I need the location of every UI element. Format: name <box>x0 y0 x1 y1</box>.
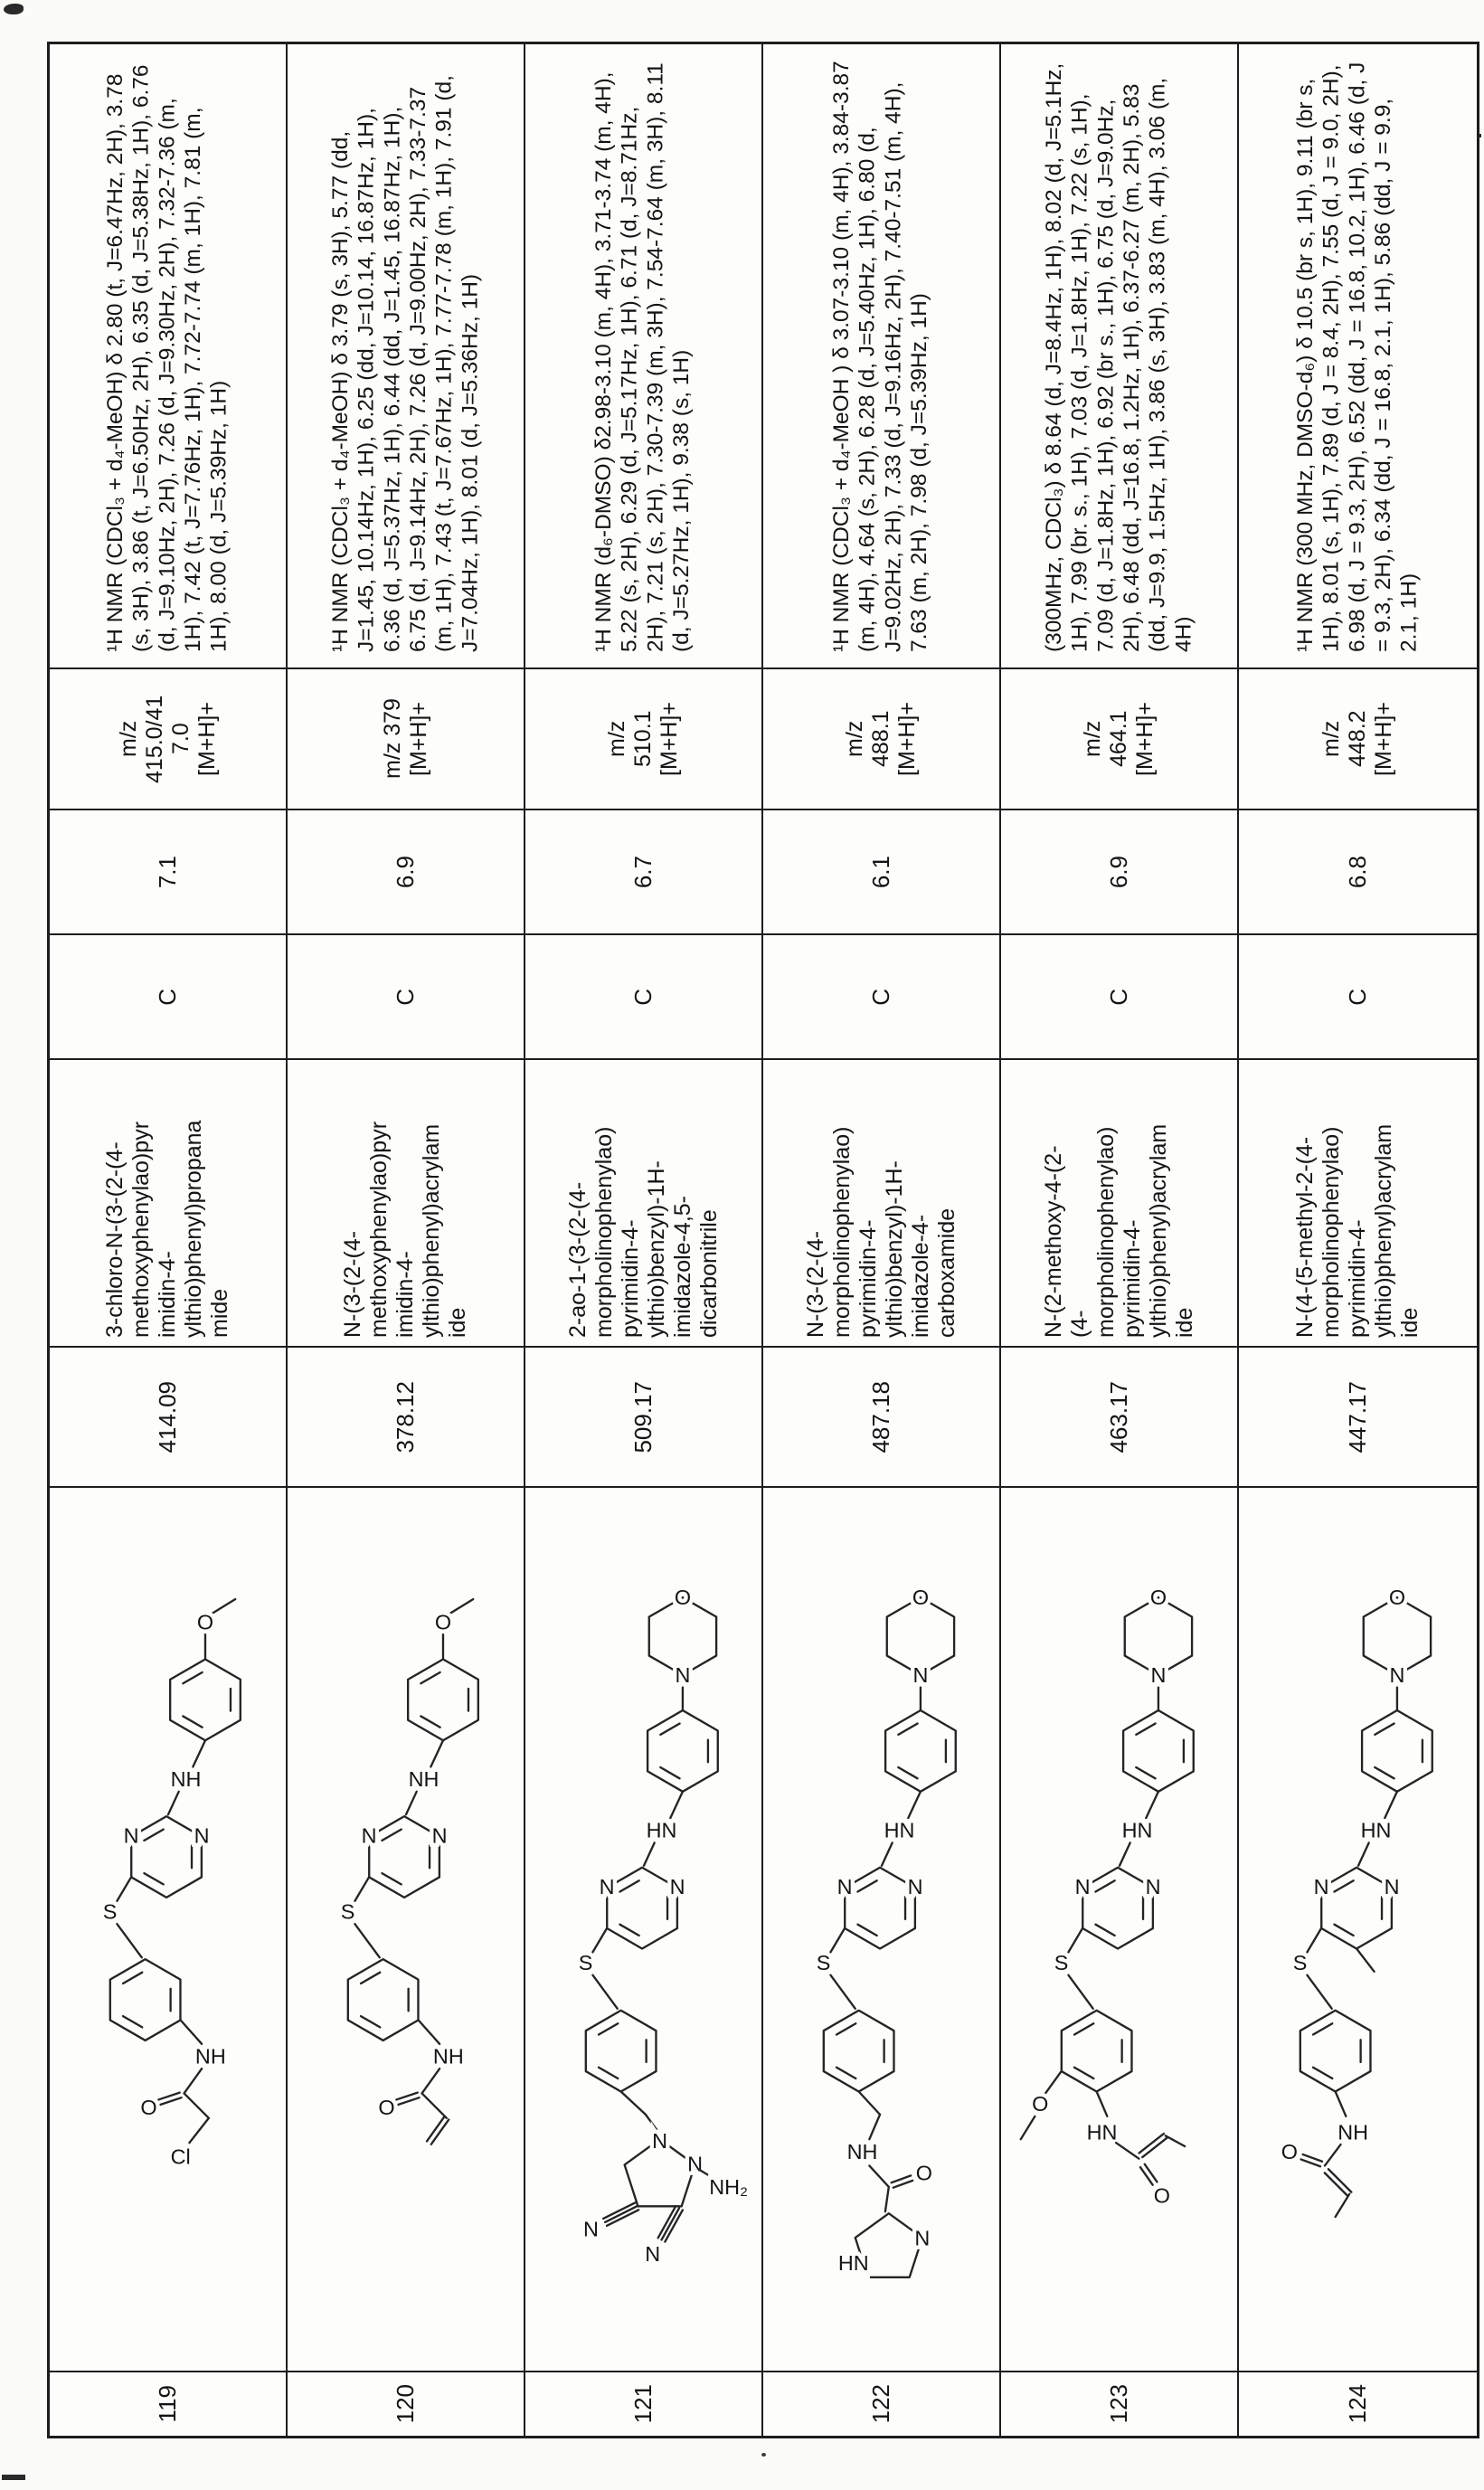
atom-label: O <box>1388 1586 1405 1610</box>
compound-name-cell-text: N-(4-(5-methyl-2-(4- morpholinophenylao) pyrimidin-4- ylthio)phenyl)acrylam ide <box>1292 1123 1423 1338</box>
atom-label: N <box>599 1875 614 1899</box>
molecular-weight-cell-text: 463.17 <box>1105 1380 1133 1453</box>
molecular-weight-cell <box>1001 1348 1237 1488</box>
method-cell <box>288 935 524 1060</box>
atom-label: HN <box>884 1818 914 1842</box>
nmr-cell-text: ¹H NMR (CDCl₃ + d₄-MeOH ) δ 3.07-3.10 (m, 4H), 3.84-3.87 (m, 4H), 4.64 (s, 2H), 6.28 (d, J=5.40Hz, 1H), 6.80 (d, J=9.02Hz, 2H), 7.33 (d, J=9.16Hz, 2H), 7.40-7.51 (m, 4H), 7.63 (m, 2H), 7.98 (d, J=5.39Hz, 1H) <box>829 61 932 652</box>
method-cell-text: C <box>392 988 420 1006</box>
atom-label: N <box>907 1875 923 1899</box>
retention-time-cell <box>525 810 761 935</box>
method-cell-text: C <box>867 988 895 1006</box>
atom-label: N <box>644 2242 660 2267</box>
atom-label: O <box>434 1610 451 1634</box>
scan-corner-mark <box>4 4 24 14</box>
method-cell-text: C <box>1105 988 1133 1006</box>
method-cell <box>1001 935 1237 1060</box>
method-cell <box>1239 935 1477 1060</box>
molecular-weight-cell-text: 414.09 <box>154 1380 182 1453</box>
compound-number-cell-text: 119 <box>154 2385 182 2423</box>
atom-label: NH <box>194 2044 226 2069</box>
compound-number-cell-text: 120 <box>392 2384 420 2424</box>
atom-label: O <box>1153 2183 1170 2208</box>
atom-label: O <box>915 2161 932 2185</box>
compound-number-cell-text: 122 <box>867 2384 895 2424</box>
atom-label: NH <box>432 2044 464 2069</box>
method-cell-text: C <box>154 988 182 1006</box>
structure-cell <box>1239 1488 1477 2372</box>
compound-number-cell <box>763 2372 999 2436</box>
atom-label: N <box>431 1823 448 1848</box>
atom-label: HN <box>837 2250 869 2275</box>
retention-time-cell-text: 6.8 <box>1344 855 1372 889</box>
nmr-cell <box>525 44 761 669</box>
chemical-structure-drawing <box>52 1567 285 2291</box>
atom-label: O <box>1281 2139 1298 2163</box>
atom-label: N <box>674 1663 690 1688</box>
compound-number-cell <box>288 2372 524 2436</box>
compound-name-cell-text: 3-chloro-N-(3-(2-(4- methoxyphenylao)pyr imidin-4- ylthio)phenyl)propana mide <box>102 1120 232 1338</box>
nmr-cell <box>1001 44 1237 669</box>
retention-time-cell <box>1001 810 1237 935</box>
method-cell <box>763 935 999 1060</box>
mass-spec-cell <box>525 669 761 810</box>
nmr-cell-text: ¹H NMR (300 MHz, DMSO-d₆) δ 10.5 (br s, 1H), 9.11 (br s, 1H), 8.01 (s, 1H), 7.89 (d, J = 8.4, 2H), 7.55 (d, J = 9.0, 2H), 6.98 (d, J = 9.3, 2H), 6.52 (dd, J = 16.8, 10.2, 1H), 6.46 (d, J = 9.3, 2H), 6.34 (dd, J = 16.8, 2.1, 1H), 5.86 (dd, J = 9.9, 2.1, 1H) <box>1292 62 1422 652</box>
scan-speck <box>761 2453 766 2457</box>
scan-corner-mark-bottom <box>2 2475 25 2480</box>
compound-number-cell <box>50 2372 286 2436</box>
retention-time-cell-text: 7.1 <box>154 855 182 889</box>
molecular-weight-cell-text: 509.17 <box>629 1380 657 1453</box>
nmr-cell <box>50 44 286 669</box>
atom-label: O <box>139 2096 157 2120</box>
structure-cell <box>50 1488 286 2372</box>
mass-spec-cell-text: m/z 488.1 [M+H]+ <box>842 702 920 776</box>
chemical-structure-drawing <box>765 1567 998 2291</box>
atom-label: Cl <box>170 2144 191 2169</box>
molecular-weight-cell <box>763 1348 999 1488</box>
compound-strip <box>525 44 763 2436</box>
mass-spec-cell <box>1001 669 1237 810</box>
atom-label: O <box>196 1610 213 1634</box>
atom-label: N <box>651 2129 667 2154</box>
mass-spec-cell <box>50 669 286 810</box>
atom-label: O <box>377 2096 395 2120</box>
mass-spec-cell-text: m/z 379 [M+H]+ <box>379 698 431 780</box>
compound-name-cell <box>288 1060 524 1348</box>
atom-label: S <box>1054 1951 1068 1975</box>
nmr-cell-text: ¹H NMR (CDCl₃ + d₄-MeOH) δ 3.79 (s, 3H), 5.77 (dd, J=1.45, 10.14Hz, 1H), 6.25 (dd, J=10.14, 16.87Hz, 1H), 6.36 (d, J=5.37Hz, 1H), 6.44 (dd, J=1.45, 16.87Hz, 1H), 6.75 (d, J=9.14Hz, 2H), 7.26 (d, J=9.00Hz, 2H), 7.33-7.37 (m, 1H), 7.43 (t, J=7.67Hz, 1H), 7.77-7.78 (m, 1H), 7.91 (d, J=7.04Hz, 1H), 8.01 (d, J=5.36Hz, 1H) <box>327 75 482 652</box>
atom-label: HN <box>1360 1818 1391 1842</box>
compound-name-cell <box>1001 1060 1237 1348</box>
compound-strip <box>763 44 1001 2436</box>
nmr-cell <box>763 44 999 669</box>
atom-label: N <box>1149 1663 1166 1688</box>
molecular-weight-cell <box>1239 1348 1477 1488</box>
mass-spec-cell-text: m/z 448.2 [M+H]+ <box>1319 702 1396 776</box>
atom-label: NH <box>846 2139 877 2163</box>
mass-spec-cell <box>288 669 524 810</box>
retention-time-cell <box>288 810 524 935</box>
compound-strip <box>50 44 288 2436</box>
atom-label: NH <box>170 1767 201 1792</box>
atom-label: N <box>1145 1875 1161 1899</box>
method-cell-text: C <box>1344 988 1372 1006</box>
structure-cell <box>1001 1488 1237 2372</box>
mass-spec-cell-text: m/z 510.1 [M+H]+ <box>604 702 682 776</box>
atom-label: N <box>1384 1875 1400 1899</box>
retention-time-cell <box>763 810 999 935</box>
compound-name-cell <box>763 1060 999 1348</box>
molecular-weight-cell-text: 447.17 <box>1344 1380 1372 1453</box>
mass-spec-cell-text: m/z 464.1 [M+H]+ <box>1080 702 1158 776</box>
compound-name-cell-text: N-(2-methoxy-4-(2- (4- morpholinophenylao) pyrimidin-4- ylthio)phenyl)acrylam ide <box>1040 1123 1197 1338</box>
molecular-weight-cell-text: 378.12 <box>392 1380 420 1453</box>
nmr-cell-text: ¹H NMR (d₆-DMSO) δ2.98-3.10 (m, 4H), 3.71-3.74 (m, 4H), 5.22 (s, 2H), 6.29 (d, J=5.17Hz, 1H), 6.71 (d, J=8.71Hz, 2H), 7.21 (s, 2H), 7.30-7.39 (m, 3H), 7.54-7.64 (m, 3H), 8.11 (d, J=5.27Hz, 1H), 9.38 (s, 1H) <box>591 62 695 652</box>
atom-label: N <box>582 2217 599 2241</box>
nmr-cell <box>288 44 524 669</box>
mass-spec-cell-text: m/z 415.0/41 7.0 [M+H]+ <box>115 695 220 783</box>
nmr-cell-text: ¹H NMR (CDCl₃ + d₄-MeOH) δ 2.80 (t, J=6.47Hz, 2H), 3.78 (s, 3H), 3.86 (t, J=6.50Hz, 2H), 6.35 (d, J=5.38Hz, 1H), 6.76 (d, J=9.10Hz, 2H), 7.26 (d, J=9.30Hz, 2H), 7.32-7.36 (m, 1H), 7.42 (t, J=7.76Hz, 1H), 7.72-7.74 (m, 1H), 7.81 (m, 1H), 8.00 (d, J=5.39Hz, 1H) <box>102 64 232 652</box>
method-cell <box>50 935 286 1060</box>
atom-label: N <box>837 1875 852 1899</box>
atom-label: HN <box>1086 2120 1117 2144</box>
compound-number-cell <box>1001 2372 1237 2436</box>
atom-label: N <box>913 2226 930 2250</box>
molecular-weight-cell-text: 487.18 <box>867 1380 895 1453</box>
chemical-structure-drawing <box>1003 1567 1236 2291</box>
compound-table <box>47 42 1479 2438</box>
atom-label: N <box>194 1823 210 1848</box>
retention-time-cell-text: 6.7 <box>629 855 657 889</box>
method-cell-text: C <box>629 988 657 1006</box>
compound-strip <box>1239 44 1477 2436</box>
molecular-weight-cell <box>50 1348 286 1488</box>
compound-name-cell-text: N-(3-(2-(4- morpholinophenylao) pyrimidin-4- ylthio)benzyl)-1H- imidazole-4- carboxamide <box>802 1126 959 1338</box>
atom-label: HN <box>646 1818 676 1842</box>
atom-label: S <box>578 1951 592 1975</box>
atom-label: NH <box>408 1767 439 1792</box>
compound-number-cell <box>525 2372 761 2436</box>
nmr-cell <box>1239 44 1477 669</box>
retention-time-cell-text: 6.9 <box>1105 855 1133 889</box>
chemical-structure-drawing <box>527 1567 761 2291</box>
compound-name-cell-text: 2-ao-1-(3-(2-(4- morpholinophenylao) pyrimidin-4- ylthio)benzyl)-1H- imidazole-4,5- dicarbonitrile <box>564 1126 722 1338</box>
compound-name-cell <box>1239 1060 1477 1348</box>
atom-label: S <box>340 1899 354 1924</box>
atom-label: O <box>1149 1586 1167 1610</box>
compound-strip <box>1001 44 1239 2436</box>
compound-number-cell-text: 121 <box>629 2384 657 2424</box>
structure-cell <box>763 1488 999 2372</box>
atom-label: O <box>912 1586 929 1610</box>
atom-label: N <box>669 1875 685 1899</box>
atom-label: N <box>1313 1875 1328 1899</box>
mass-spec-cell <box>763 669 999 810</box>
atom-label: N <box>686 2152 703 2176</box>
atom-label: NH <box>1337 2120 1368 2144</box>
compound-name-cell <box>525 1060 761 1348</box>
atom-label: S <box>1292 1951 1307 1975</box>
compound-name-cell-text: N-(3-(2-(4- methoxyphenylao)pyr imidin-4- ylthio)phenyl)acrylam ide <box>340 1121 470 1338</box>
atom-label: NH₂ <box>708 2174 748 2199</box>
structure-cell <box>525 1488 761 2372</box>
atom-label: S <box>816 1951 830 1975</box>
molecular-weight-cell <box>288 1348 524 1488</box>
chemical-structure-drawing <box>289 1567 523 2291</box>
structure-cell <box>288 1488 524 2372</box>
compound-number-cell-text: 123 <box>1105 2384 1133 2424</box>
atom-label: N <box>912 1663 928 1688</box>
compound-number-cell <box>1239 2372 1477 2436</box>
compound-name-cell <box>50 1060 286 1348</box>
atom-label: N <box>123 1823 138 1848</box>
atom-label: S <box>102 1899 117 1924</box>
molecular-weight-cell <box>525 1348 761 1488</box>
nmr-cell-text: (300MHz, CDCl₃) δ 8.64 (d, J=8.4Hz, 1H), 8.02 (d, J=5.1Hz, 1H), 7.99 (br. s., 1H), 7.03 (d, J=1.8Hz, 1H), 7.22 (s, 1H), 7.09 (d, J=1.8Hz, 1H), 6.92 (br s., 1H), 6.75 (d, J=9.0Hz, 2H), 6.48 (dd, J=16.8, 1.2Hz, 1H), 6.37-6.27 (m, 2H), 5.83 (dd, J=9.9, 1.5Hz, 1H), 3.86 (s, 3H), 3.83 (m, 4H), 3.06 (m, 4H) <box>1041 62 1196 652</box>
atom-label: HN <box>1121 1818 1152 1842</box>
retention-time-cell-text: 6.1 <box>867 855 895 889</box>
retention-time-cell <box>1239 810 1477 935</box>
atom-label: O <box>1031 2092 1048 2116</box>
compound-strip <box>288 44 525 2436</box>
retention-time-cell-text: 6.9 <box>392 855 420 889</box>
atom-label: O <box>674 1586 691 1610</box>
atom-label: N <box>361 1823 376 1848</box>
compound-number-cell-text: 124 <box>1344 2384 1372 2424</box>
retention-time-cell <box>50 810 286 935</box>
mass-spec-cell <box>1239 669 1477 810</box>
method-cell <box>525 935 761 1060</box>
atom-label: N <box>1388 1663 1404 1688</box>
atom-label: N <box>1074 1875 1090 1899</box>
chemical-structure-drawing <box>1242 1567 1475 2291</box>
